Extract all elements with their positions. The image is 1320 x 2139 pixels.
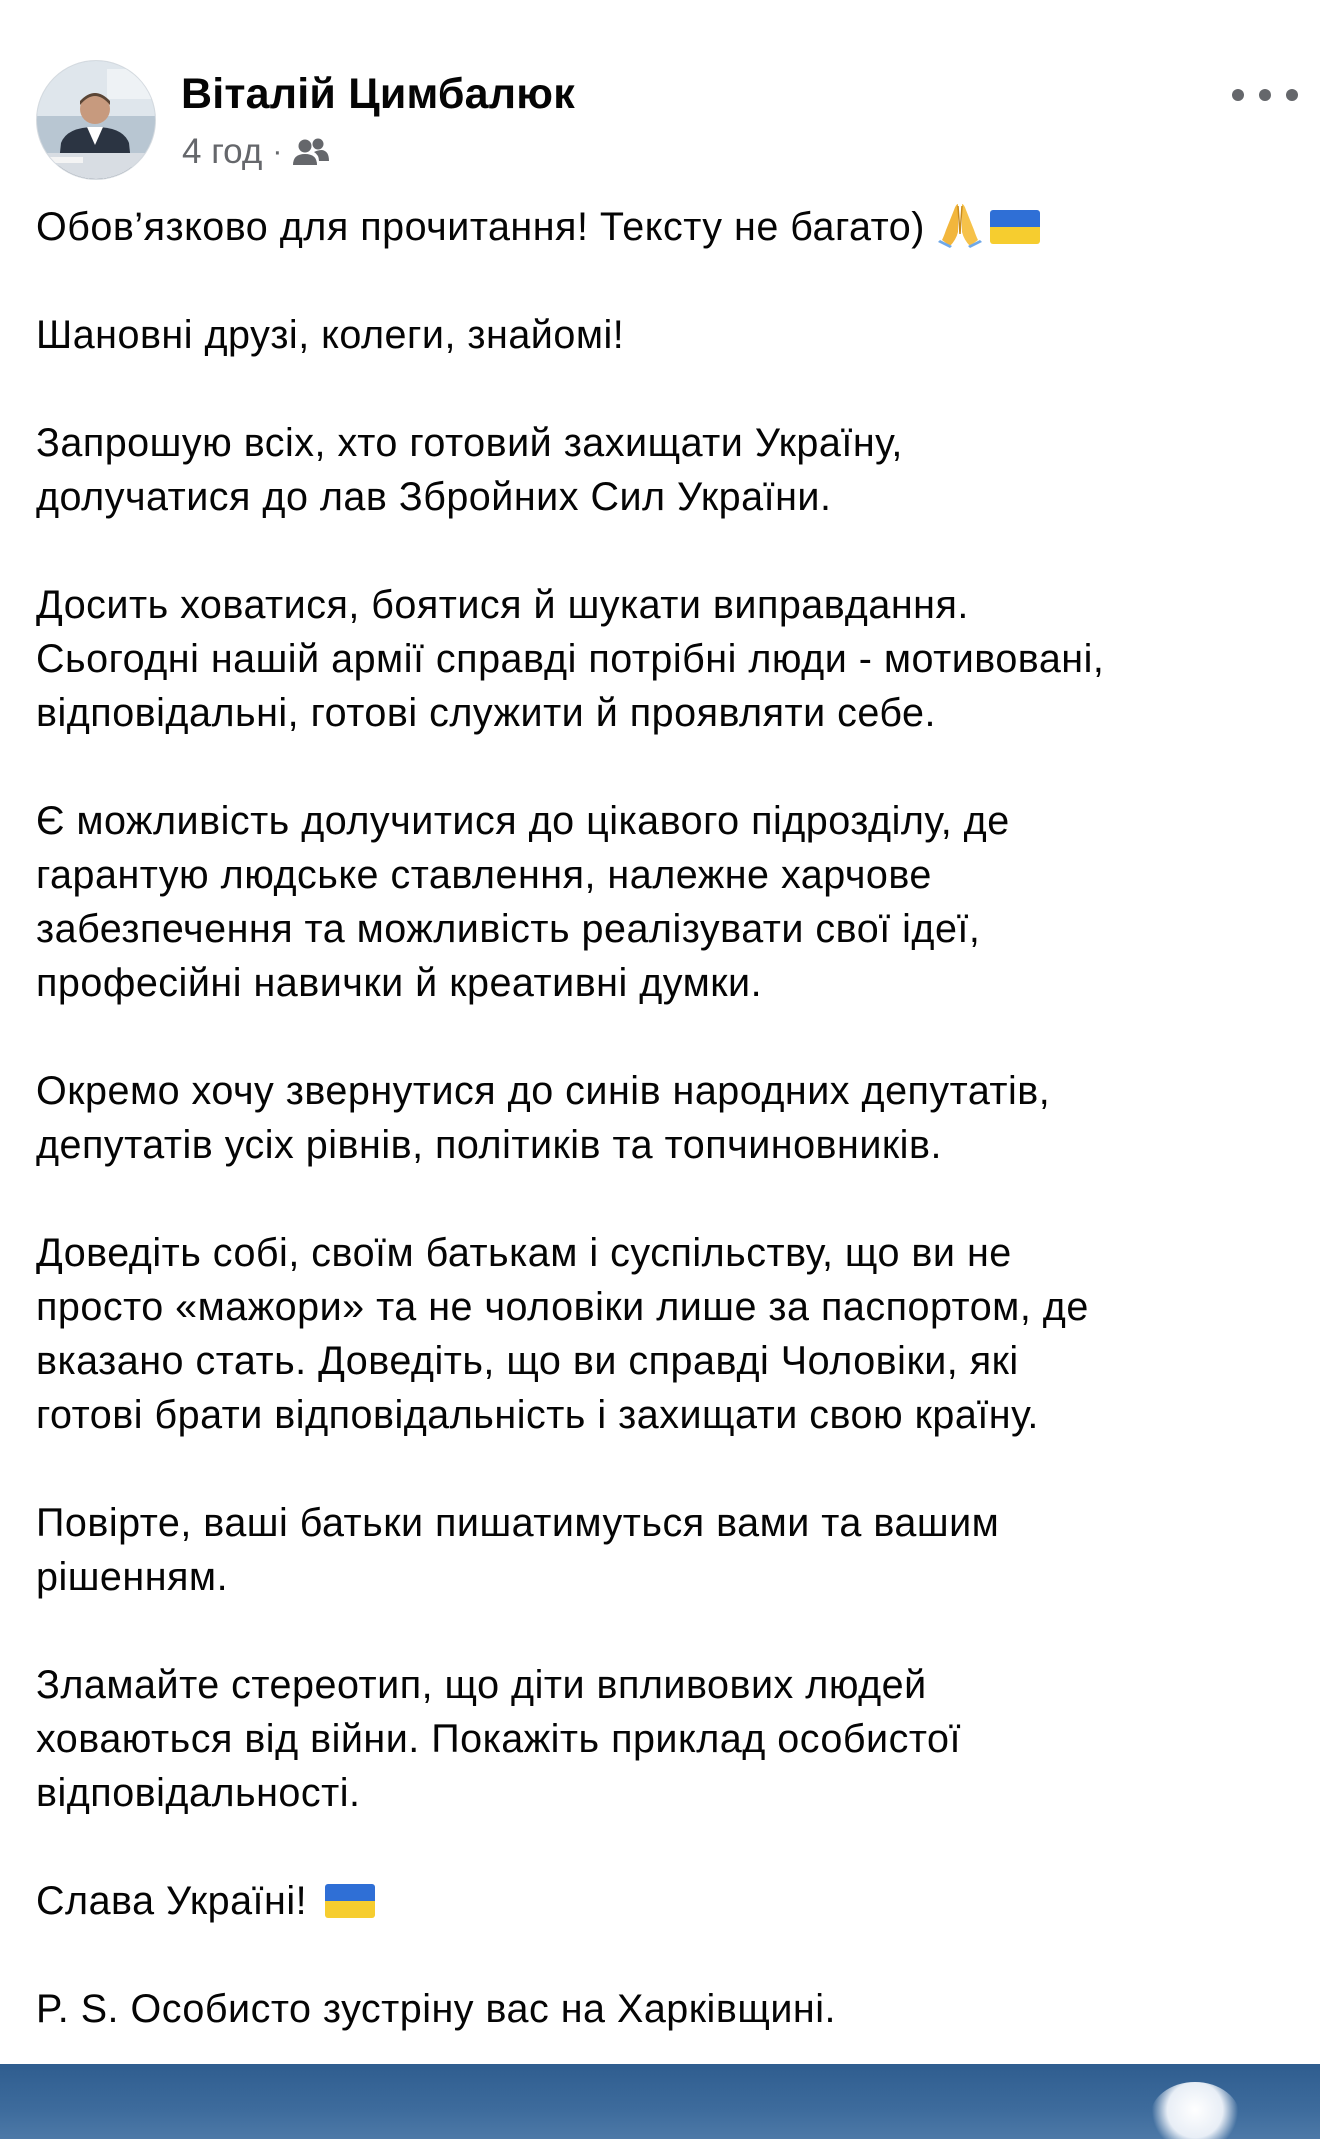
paragraph-line: Окремо хочу звернутися до синів народних депутатів, xyxy=(36,1069,1051,1113)
post-header xyxy=(36,60,1284,184)
post-paragraph xyxy=(36,416,1296,524)
post-paragraph xyxy=(36,794,1296,1010)
paragraph-line: Є можливість долучитися до цікавого підрозділу, де xyxy=(36,799,1010,843)
author-name[interactable]: Віталій Цимбалюк xyxy=(181,70,575,118)
paragraph-line: вказано стать. Доведіть, що ви справді Чоловіки, які xyxy=(36,1339,1019,1383)
paragraph-line: депутатів усіх рівнів, політиків та топчиновників. xyxy=(36,1123,942,1167)
paragraph-line: гарантую людське ставлення, належне харчове xyxy=(36,853,932,897)
post-paragraph xyxy=(36,1982,1296,2036)
post-paragraph xyxy=(36,1874,1296,1928)
post-paragraph xyxy=(36,1064,1296,1172)
post-paragraph xyxy=(36,308,1296,362)
post-paragraph xyxy=(36,578,1296,740)
more-options-button[interactable] xyxy=(1232,80,1298,110)
image-cloud xyxy=(1150,2082,1240,2139)
paragraph-line: рішенням. xyxy=(36,1555,229,1599)
friends-icon[interactable] xyxy=(292,137,330,167)
ukraine-flag-emoji xyxy=(325,1884,375,1918)
folded-hands-emoji xyxy=(936,200,984,248)
meta-separator: · xyxy=(272,135,283,168)
paragraph-line: відповідальні, готові служити й проявляти себе. xyxy=(36,691,937,735)
paragraph-line: професійні навички й креативні думки. xyxy=(36,961,763,1005)
post-text xyxy=(36,200,1296,2036)
paragraph-line: готові брати відповідальність і захищати свою країну. xyxy=(36,1393,1039,1437)
post-paragraph xyxy=(36,1226,1296,1442)
paragraph-line: Сьогодні нашій армії справді потрібні люди - мотивовані, xyxy=(36,637,1105,681)
paragraph-line: Шановні друзі, колеги, знайомі! xyxy=(36,313,625,357)
paragraph-line: P. S. Особисто зустріну вас на Харківщині. xyxy=(36,1987,836,2031)
paragraph-line: Доведіть собі, своїм батькам і суспільству, що ви не xyxy=(36,1231,1012,1275)
avatar-photo xyxy=(37,61,156,180)
post-paragraph xyxy=(36,1658,1296,1820)
paragraph-line: Повірте, ваші батьки пишатимуться вами та вашим xyxy=(36,1501,1000,1545)
paragraph-line: долучатися до лав Збройних Сил України. xyxy=(36,475,832,519)
paragraph-line: Зламайте стереотип, що діти впливових людей xyxy=(36,1663,927,1707)
ukraine-flag-emoji xyxy=(990,210,1040,244)
post-image[interactable] xyxy=(0,2064,1320,2139)
paragraph-line: Слава Україні! xyxy=(36,1874,1296,1928)
paragraph-line: Обов’язково для прочитання! Тексту не багато) xyxy=(36,200,1296,254)
more-dot xyxy=(1259,89,1271,101)
paragraph-line: забезпечення та можливість реалізувати свої ідеї, xyxy=(36,907,981,951)
paragraph-line: відповідальності. xyxy=(36,1771,361,1815)
author-avatar[interactable] xyxy=(36,60,156,180)
more-dot xyxy=(1286,89,1298,101)
post-paragraph xyxy=(36,1496,1296,1604)
post-meta xyxy=(182,130,330,174)
post-paragraph xyxy=(36,200,1296,254)
paragraph-line: Досить ховатися, боятися й шукати виправдання. xyxy=(36,583,969,627)
post-time[interactable]: 4 год xyxy=(182,132,263,171)
more-dot xyxy=(1232,89,1244,101)
paragraph-line: Запрошую всіх, хто готовий захищати Україну, xyxy=(36,421,903,465)
paragraph-line: просто «мажори» та не чоловіки лише за паспортом, де xyxy=(36,1285,1089,1329)
paragraph-line: ховаються від війни. Покажіть приклад особистої xyxy=(36,1717,961,1761)
